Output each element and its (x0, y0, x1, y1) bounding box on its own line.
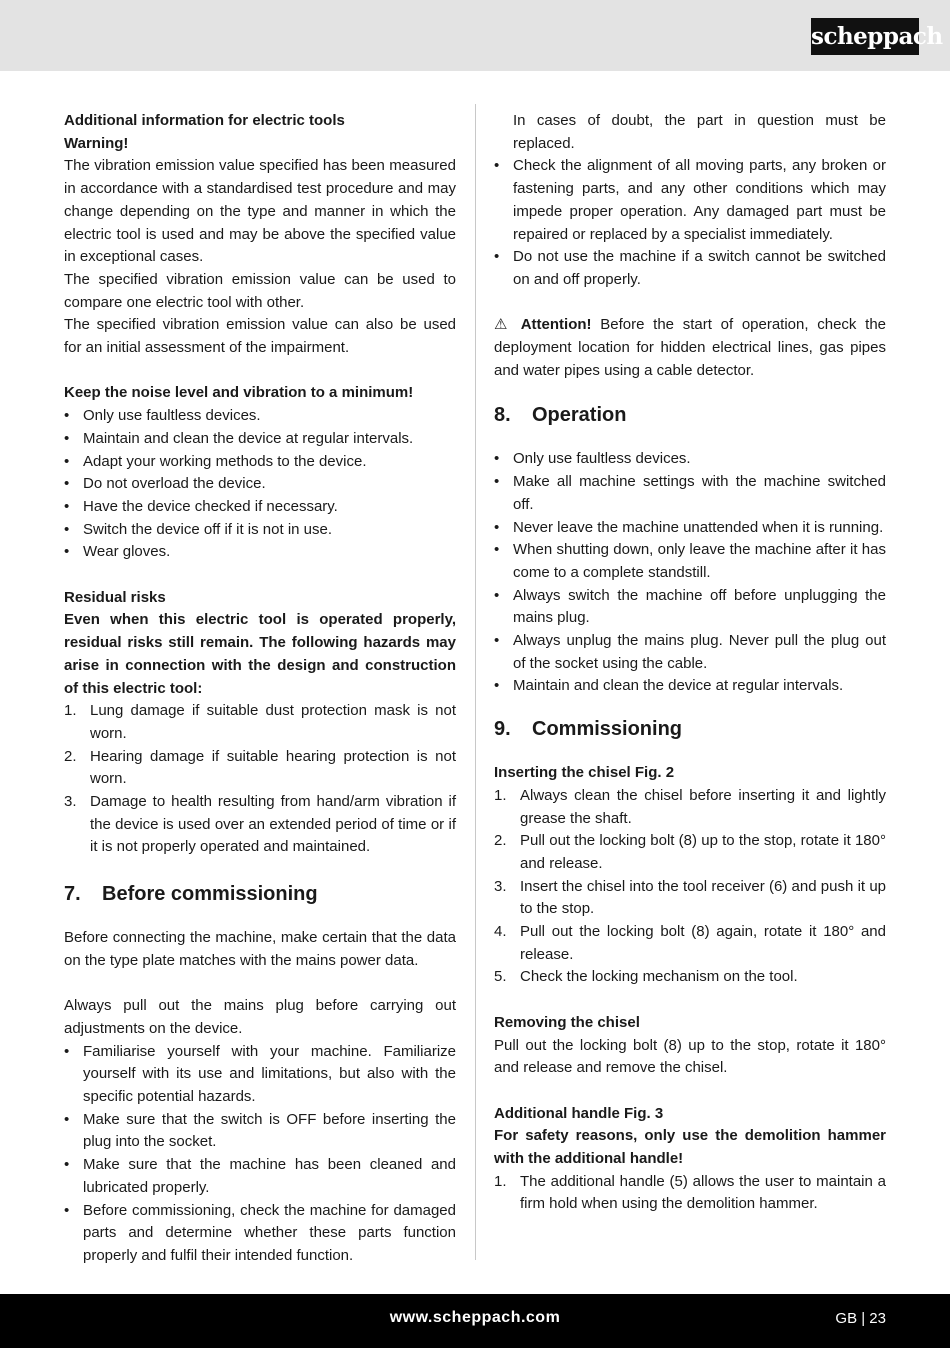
list-item: 2. Hearing damage if suitable hearing protection is not worn. (64, 747, 456, 788)
list-item: • When shutting down, only leave the machine after it has come to a complete standstill. (494, 539, 886, 584)
additional-handle-list (494, 1171, 886, 1216)
list-item: • Have the device checked if necessary. (64, 496, 456, 519)
continued-text: In cases of doubt, the part in question must be replaced. (513, 112, 886, 152)
list-item: • Switch the device off if it is not in use. (64, 519, 456, 542)
warning-triangle-icon: ⚠ (494, 316, 512, 334)
residual-risks-intro: Even when this electric tool is operated properly, residual risks still remain. The following hazards may arise in connection with the design and construction of this electric tool: (64, 611, 456, 697)
list-item: 4. Pull out the locking bolt (8) again, rotate it 180° and release. (494, 923, 886, 963)
sec7-list (64, 1041, 456, 1268)
list-item: • Check the alignment of all moving parts, any broken or fastening parts, and any other conditions which may impede proper operation. Any damaged part must be repaired or replaced by a specialist immediately. (494, 155, 886, 246)
footer-bar (0, 1294, 950, 1348)
removing-chisel-title: Removing the chisel (494, 1013, 640, 1031)
list-item: • Only use faultless devices. (64, 405, 456, 428)
sec7-paragraph-1: Before connecting the machine, make certain that the data on the type plate matches with the mains power data. (64, 929, 456, 969)
attention-paragraph: ⚠ Attention! Before the start of operation, check the deployment location for hidden electrical lines, gas pipes and water pipes using a cable detector. (494, 316, 887, 379)
list-item: 2. Pull out the locking bolt (8) up to the stop, rotate it 180° and release. (494, 832, 886, 872)
scheppach-logo: scheppach (811, 18, 919, 55)
list-item: • Do not use the machine if a switch cannot be switched on and off properly. (494, 246, 886, 291)
list-item: • Make sure that the switch is OFF before inserting the plug into the socket. (64, 1109, 456, 1154)
vibration-paragraph-2: The specified vibration emission value can be used to compare one electric tool with other. (64, 270, 456, 311)
list-item: • Wear gloves. (64, 541, 456, 564)
vibration-paragraph-1: The vibration emission value specified has been measured in accordance with a standardised test procedure and may change depending on the type and manner in which the electric tool is used and may be above the specified value in exceptional cases. (64, 157, 456, 266)
right-column (494, 110, 886, 1216)
list-item: 3. Insert the chisel into the tool receiver (6) and push it up to the stop. (494, 877, 886, 918)
removing-chisel-text: Pull out the locking bolt (8) up to the stop, rotate it 180° and release and remove the chisel. (494, 1036, 886, 1077)
list-item: 1. Lung damage if suitable dust protection mask is not worn. (64, 702, 456, 742)
list-item: • Maintain and clean the device at regular intervals. (494, 675, 886, 698)
top-bar (0, 0, 950, 71)
list-item: • Always switch the machine off before unplugging the mains plug. (494, 585, 886, 630)
section-9-heading: 9. Commissioning (494, 718, 683, 741)
noise-list (64, 405, 456, 564)
inserting-chisel-list (494, 785, 886, 989)
residual-risks-list (64, 700, 456, 859)
warning-label: Warning! (64, 134, 129, 152)
list-item: 3. Damage to health resulting from hand/arm vibration if the device is used over an extended period of time or if it is not properly operated and maintained. (64, 793, 456, 856)
additional-handle-title: Additional handle Fig. 3 (494, 1104, 664, 1122)
continued-list (494, 155, 886, 291)
page-number: GB | 23 (835, 1310, 886, 1327)
operation-list (494, 448, 886, 698)
footer-url[interactable]: www.scheppach.com (389, 1309, 561, 1326)
left-column (64, 110, 456, 1268)
list-item: • Familiarise yourself with your machine. Familiarize yourself with its use and limitations, but also with the specific potential hazards. (64, 1041, 456, 1109)
column-divider (475, 104, 476, 1260)
list-item: • Adapt your working methods to the device. (64, 451, 456, 474)
vibration-paragraph-3: The specified vibration emission value can also be used for an initial assessment of the impairment. (64, 316, 456, 357)
list-item: • Before commissioning, check the machine for damaged parts and determine whether these parts function properly and fulfil their intended function. (64, 1200, 456, 1268)
section-7-heading: 7. Before commissioning (64, 883, 318, 906)
list-item: 5. Check the locking mechanism on the tool. (494, 968, 798, 986)
list-item: • Make all machine settings with the machine switched off. (494, 471, 886, 516)
section-8-heading: 8. Operation (494, 404, 627, 427)
noise-title: Keep the noise level and vibration to a minimum! (64, 384, 414, 402)
additional-handle-warning: For safety reasons, only use the demolition hammer with the additional handle! (494, 1127, 886, 1168)
list-item: • Only use faultless devices. (494, 448, 886, 471)
list-item: • Maintain and clean the device at regular intervals. (64, 428, 456, 451)
sec7-paragraph-2: Always pull out the mains plug before carrying out adjustments on the device. (64, 997, 456, 1037)
additional-info-title: Additional information for electric tools (64, 112, 345, 129)
list-item: 1. The additional handle (5) allows the user to maintain a firm hold when using the demolition hammer. (494, 1172, 886, 1213)
list-item: • Make sure that the machine has been cleaned and lubricated properly. (64, 1154, 456, 1199)
list-item: • Never leave the machine unattended when it is running. (494, 517, 886, 540)
list-item: • Always unplug the mains plug. Never pull the plug out of the socket using the cable. (494, 630, 886, 675)
inserting-chisel-title: Inserting the chisel Fig. 2 (494, 764, 675, 782)
list-item: 1. Always clean the chisel before inserting it and lightly grease the shaft. (494, 786, 886, 827)
list-item: • Do not overload the device. (64, 473, 456, 496)
residual-risks-title: Residual risks (64, 588, 166, 606)
